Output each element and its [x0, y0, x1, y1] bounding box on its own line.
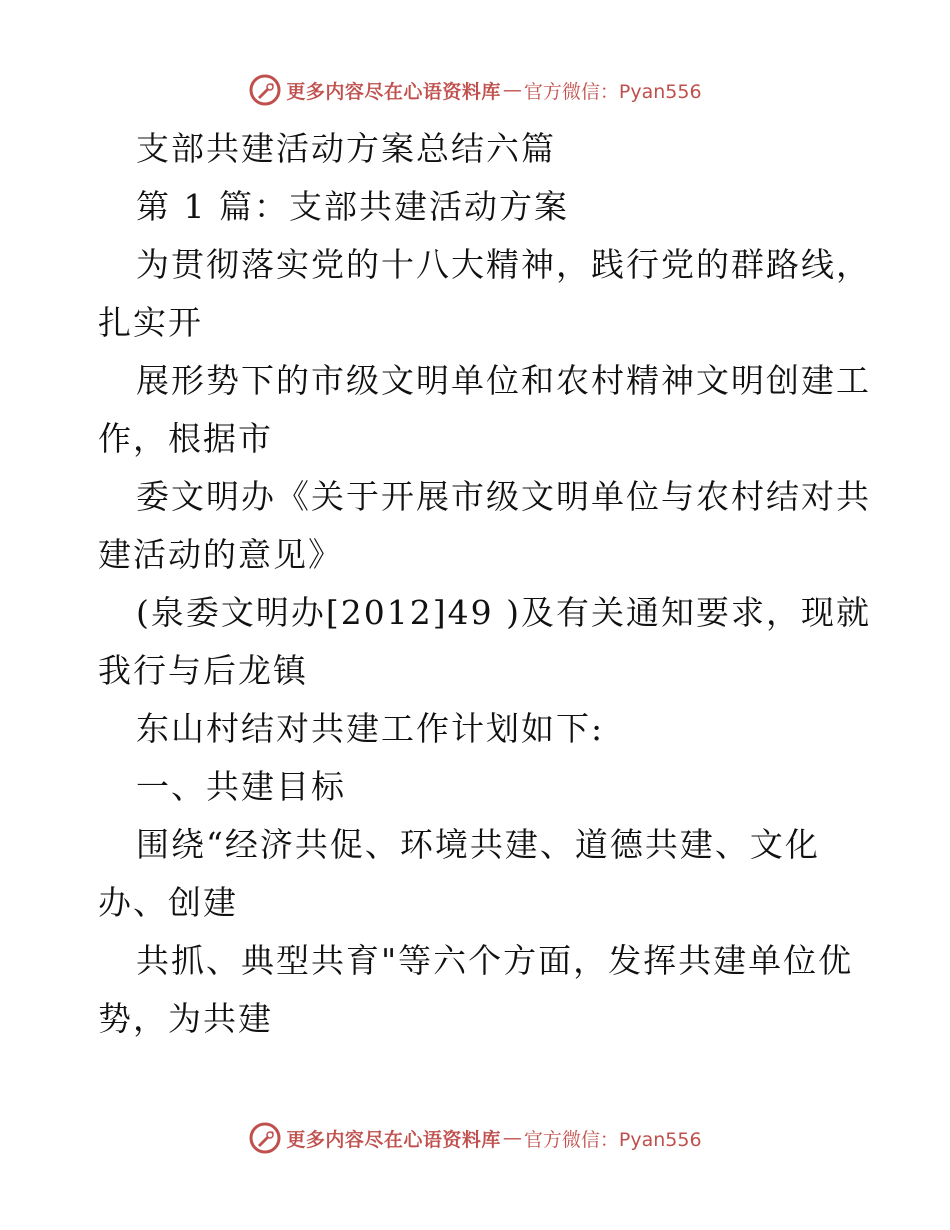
banner-text: 更多内容尽在心语资料库: [286, 80, 501, 103]
paragraph-line: 扎实开: [98, 303, 203, 342]
logo-icon: [248, 1121, 282, 1155]
banner-wechat: 官方微信：Pyan556: [523, 80, 702, 103]
logo-icon: [248, 73, 282, 107]
paragraph-line: 我行与后龙镇: [98, 651, 308, 690]
paragraph-line: 展形势下的市级文明单位和农村精神文明创建工: [136, 361, 871, 400]
paragraph-line: 东山村结对共建工作计划如下:: [136, 709, 605, 748]
document-title: 支部共建活动方案总结六篇: [136, 129, 556, 168]
document-body: [98, 120, 871, 1048]
paragraph-line: (泉委文明办[2012]49 )及有关通知要求，现就: [136, 593, 871, 632]
footer-banner: [0, 1118, 950, 1158]
paragraph-line: 委文明办《关于开展市级文明单位与农村结对共: [136, 477, 871, 516]
paragraph-line: 为贯彻落实党的十八大精神，践行党的群路线，: [136, 245, 871, 284]
banner-wechat: 官方微信：Pyan556: [523, 1128, 702, 1151]
section-heading: 一、共建目标: [136, 767, 346, 806]
paragraph-line: 建活动的意见》: [98, 535, 343, 574]
paragraph-line: 作，根据市: [98, 419, 273, 458]
banner-separator: —: [502, 1127, 522, 1149]
paragraph-line: 共抓、典型共育"等六个方面，发挥共建单位优: [136, 941, 854, 980]
paragraph-line: 势，为共建: [98, 999, 273, 1038]
paragraph-line: 办、创建: [98, 883, 238, 922]
banner-text: 更多内容尽在心语资料库: [286, 1128, 501, 1151]
section-heading: 第 1 篇：支部共建活动方案: [136, 187, 569, 226]
banner-separator: —: [502, 79, 522, 101]
header-banner: [0, 70, 950, 110]
paragraph-line: 围绕“经济共促、环境共建、道德共建、文化: [136, 825, 820, 864]
